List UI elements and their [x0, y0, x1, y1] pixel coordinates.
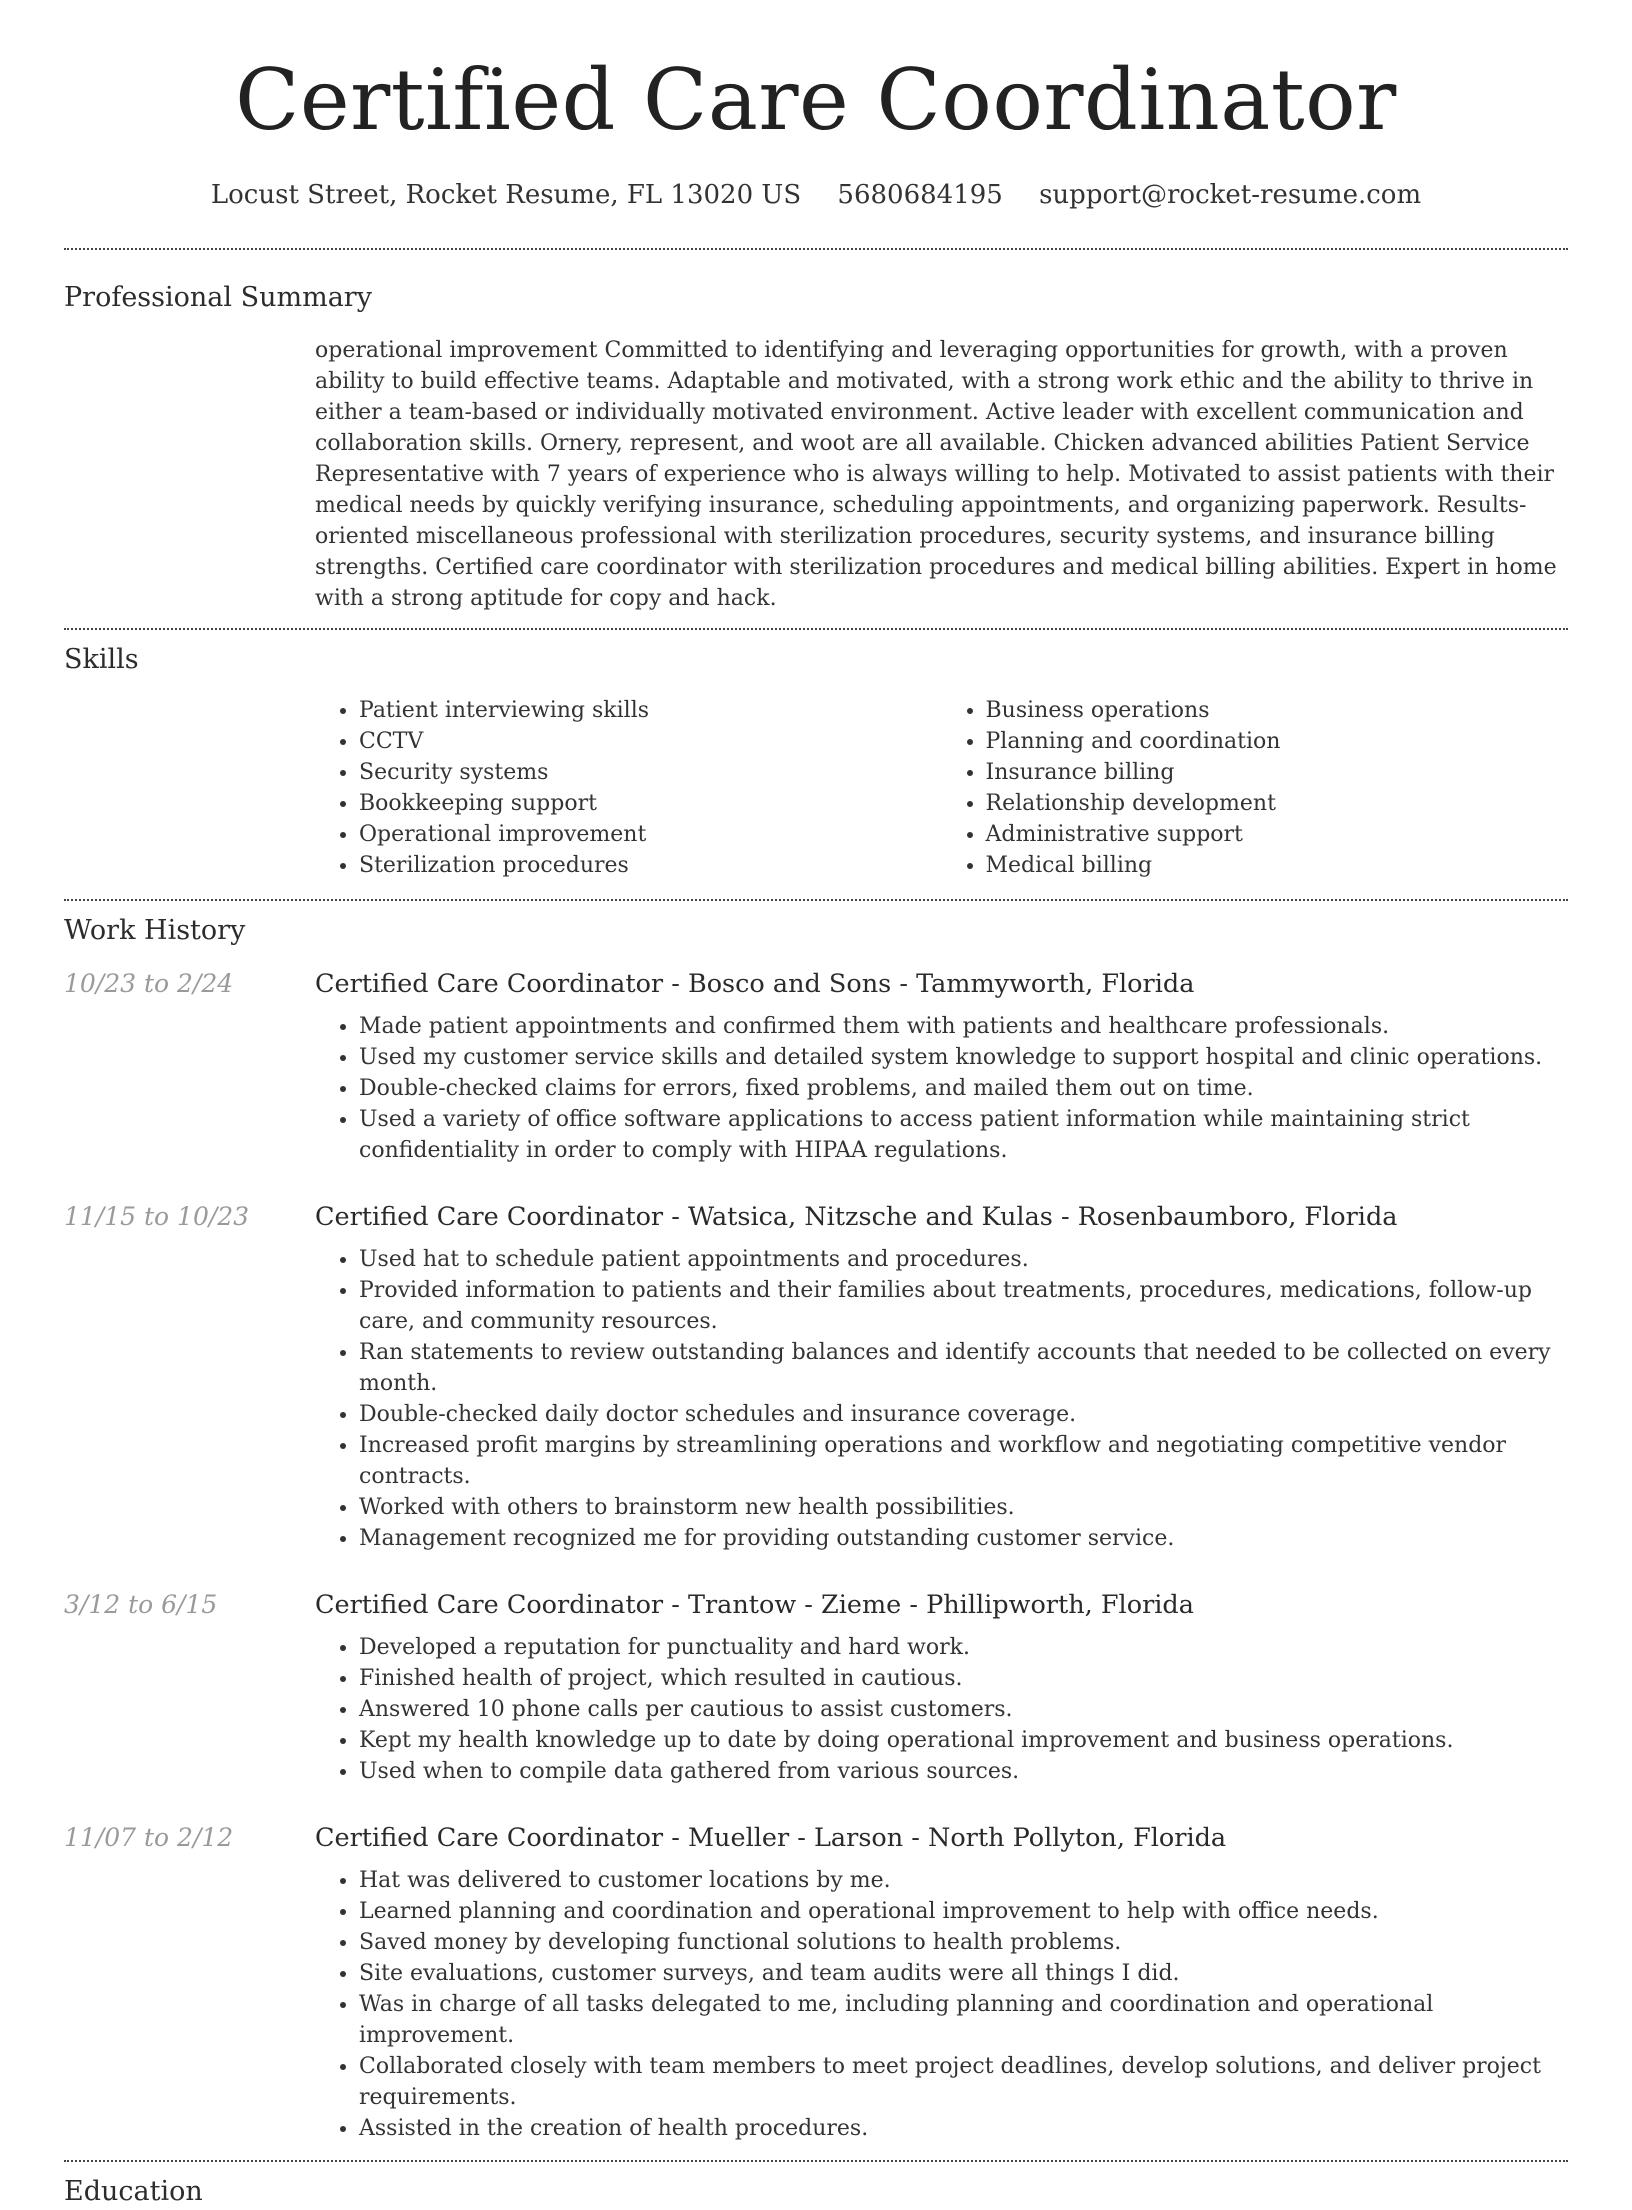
skill-item: • Administrative support — [986, 819, 1569, 850]
job-bullet: • Saved money by developing functional solutions to health problems. — [359, 1927, 1568, 1958]
job-bullet: • Collaborated closely with team members to meet project deadlines, develop solutions, and deliver project requirements. — [359, 2051, 1568, 2113]
job-bullets — [315, 1011, 1568, 1166]
job-title: Certified Care Coordinator - Watsica, Nitzsche and Kulas - Rosenbaumboro, Florida — [315, 1202, 1398, 1232]
job-title: Certified Care Coordinator - Bosco and Sons - Tammyworth, Florida — [315, 969, 1195, 999]
skill-item: • Planning and coordination — [986, 726, 1569, 757]
job-bullet: • Finished health of project, which resulted in cautious. — [359, 1663, 1568, 1694]
job-entry — [0, 1588, 1632, 1787]
skill-item: • Operational improvement — [359, 819, 942, 850]
job-entry — [0, 1200, 1632, 1554]
work-heading: Work History — [64, 915, 246, 946]
job-bullet: • Increased profit margins by streamlining operations and workflow and negotiating competitive vendor contracts. — [359, 1430, 1568, 1492]
resume-title: Certified Care Coordinator — [235, 51, 1397, 149]
job-bullets — [315, 1865, 1568, 2144]
education-heading: Education — [64, 2176, 203, 2207]
divider — [64, 2160, 1568, 2162]
job-bullet: • Used my customer service skills and detailed system knowledge to support hospital and clinic operations. — [359, 1042, 1568, 1073]
job-bullet: • Used when to compile data gathered from various sources. — [359, 1756, 1568, 1787]
job-dates: 3/12 to 6/15 — [64, 1590, 218, 1619]
divider — [64, 248, 1568, 250]
job-bullet: • Developed a reputation for punctuality and hard work. — [359, 1632, 1568, 1663]
skill-item: • Sterilization procedures — [359, 850, 942, 881]
skills-list — [315, 695, 1568, 881]
skill-item: • Business operations — [986, 695, 1569, 726]
contact-phone: 5680684195 — [837, 180, 1003, 210]
summary-heading: Professional Summary — [64, 282, 372, 313]
job-bullet: • Double-checked claims for errors, fixed problems, and mailed them out on time. — [359, 1073, 1568, 1104]
job-title: Certified Care Coordinator - Trantow - Zieme - Phillipworth, Florida — [315, 1590, 1194, 1620]
job-bullet: • Was in charge of all tasks delegated to me, including planning and coordination and operational improvement. — [359, 1989, 1568, 2051]
job-title: Certified Care Coordinator - Mueller - Larson - North Pollyton, Florida — [315, 1823, 1227, 1853]
job-bullet: • Assisted in the creation of health procedures. — [359, 2113, 1568, 2144]
job-bullets — [315, 1244, 1568, 1554]
skills-column-left — [315, 695, 942, 881]
skill-item: • Medical billing — [986, 850, 1569, 881]
job-bullet: • Made patient appointments and confirmed them with patients and healthcare professionals. — [359, 1011, 1568, 1042]
summary-text: operational improvement Committed to identifying and leveraging opportunities for growth, with a proven ability to build effective teams. Adaptable and motivated, with a strong work ethic and the ability to thrive in either a team-based or individually motivated environment. Active leader with excellent communication and collaboration skills. Ornery, represent, and woot are all available. Chicken advanced abilities Patient Service Representative with 7 years of experience who is always willing to help. Motivated to assist patients with their medical needs by quickly verifying insurance, scheduling appointments, and organizing paperwork. Results-oriented miscellaneous professional with sterilization procedures, security systems, and insurance billing strengths. Certified care coordinator with sterilization procedures and medical billing abilities. Expert in home with a strong aptitude for copy and hack. — [315, 338, 1557, 611]
job-dates: 10/23 to 2/24 — [64, 969, 234, 998]
skill-item: • Patient interviewing skills — [359, 695, 942, 726]
job-bullet: • Kept my health knowledge up to date by doing operational improvement and business operations. — [359, 1725, 1568, 1756]
job-entry — [0, 1821, 1632, 2144]
job-bullet: • Ran statements to review outstanding balances and identify accounts that needed to be collected on every month. — [359, 1337, 1568, 1399]
job-dates: 11/15 to 10/23 — [64, 1202, 250, 1231]
divider — [64, 628, 1568, 630]
job-bullet: • Site evaluations, customer surveys, and team audits were all things I did. — [359, 1958, 1568, 1989]
job-bullet: • Hat was delivered to customer locations by me. — [359, 1865, 1568, 1896]
skill-item: • Relationship development — [986, 788, 1569, 819]
summary-section — [315, 335, 1568, 614]
job-bullets — [315, 1632, 1568, 1787]
skill-item: • Security systems — [359, 757, 942, 788]
job-entry — [0, 967, 1632, 1166]
job-bullet: • Answered 10 phone calls per cautious to assist customers. — [359, 1694, 1568, 1725]
skills-heading: Skills — [64, 644, 139, 675]
job-bullet: • Learned planning and coordination and operational improvement to help with office needs. — [359, 1896, 1568, 1927]
job-bullet: • Used a variety of office software applications to access patient information while maintaining strict confidentiality in order to comply with HIPAA regulations. — [359, 1104, 1568, 1166]
skills-column-right — [942, 695, 1569, 881]
job-bullet: • Provided information to patients and their families about treatments, procedures, medications, follow-up care, and community resources. — [359, 1275, 1568, 1337]
contact-line — [0, 178, 1632, 212]
skill-item: • Bookkeeping support — [359, 788, 942, 819]
job-bullet: • Double-checked daily doctor schedules and insurance coverage. — [359, 1399, 1568, 1430]
divider — [64, 899, 1568, 901]
contact-address: Locust Street, Rocket Resume, FL 13020 US — [210, 180, 802, 210]
job-bullet: • Used hat to schedule patient appointments and procedures. — [359, 1244, 1568, 1275]
job-bullet: • Management recognized me for providing outstanding customer service. — [359, 1523, 1568, 1554]
job-dates: 11/07 to 2/12 — [64, 1823, 234, 1852]
job-bullet: • Worked with others to brainstorm new health possibilities. — [359, 1492, 1568, 1523]
contact-email: support@rocket-resume.com — [1039, 180, 1422, 210]
skill-item: • CCTV — [359, 726, 942, 757]
skill-item: • Insurance billing — [986, 757, 1569, 788]
